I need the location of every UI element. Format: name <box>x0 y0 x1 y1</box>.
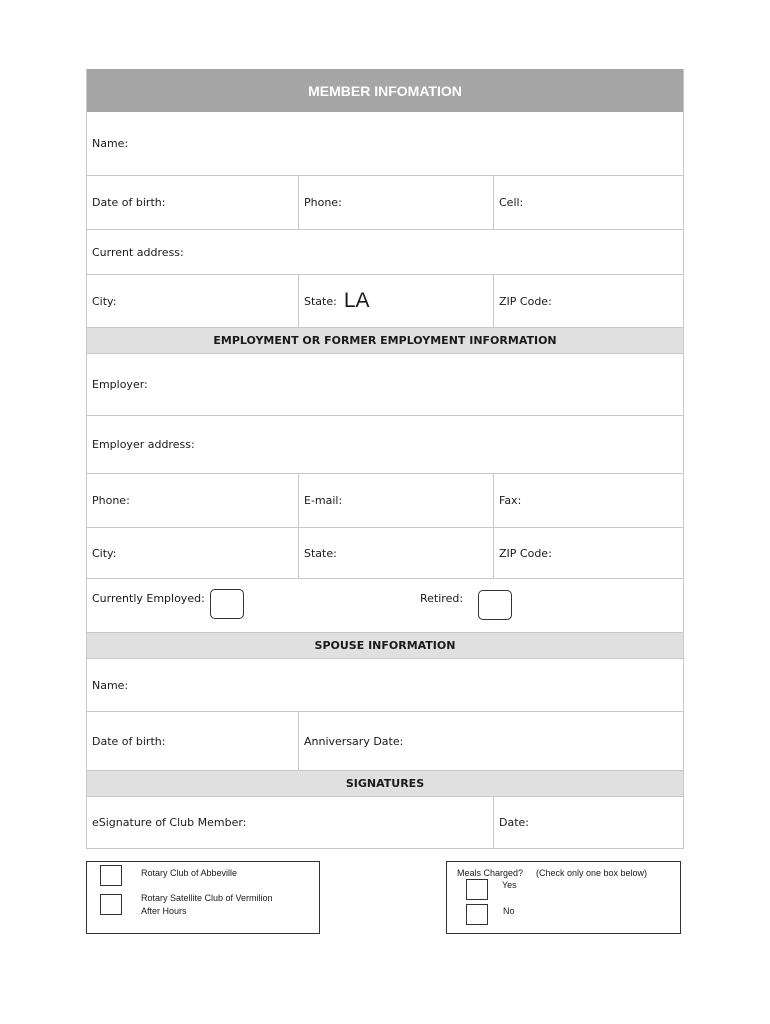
currently-employed-checkbox[interactable] <box>210 589 244 619</box>
employer-address-row <box>87 416 683 474</box>
signature-date-label: Date: <box>499 816 529 829</box>
meals-charged-box <box>446 861 681 934</box>
employment-state-label: State: <box>304 546 337 560</box>
employment-email-label: E-mail: <box>304 494 343 507</box>
member-zip-field[interactable] <box>494 275 683 327</box>
employment-contact-row <box>87 474 683 528</box>
employment-zip-field[interactable] <box>494 528 683 578</box>
employment-phone-label: Phone: <box>92 494 130 507</box>
anniversary-date-field[interactable] <box>299 712 683 770</box>
member-state-value: LA <box>343 289 370 312</box>
club-selection-box <box>86 861 320 934</box>
spouse-name-row <box>87 659 683 712</box>
member-location-row <box>87 275 683 328</box>
member-dob-label: Date of birth: <box>92 196 166 209</box>
member-zip-label: ZIP Code: <box>499 294 552 308</box>
form-title: MEMBER INFOMATION <box>87 69 683 112</box>
spouse-section-heading: SPOUSE INFORMATION <box>87 633 683 659</box>
employment-email-field[interactable] <box>299 474 494 527</box>
member-city-field[interactable] <box>87 275 299 327</box>
member-address-row <box>87 230 683 275</box>
member-contact-row <box>87 176 683 230</box>
member-name-label: Name: <box>92 137 129 150</box>
member-city-label: City: <box>92 294 117 308</box>
employer-field[interactable] <box>87 354 683 415</box>
meals-yes-label: Yes <box>502 880 517 890</box>
esignature-field[interactable] <box>87 797 494 848</box>
employment-state-field[interactable] <box>299 528 494 578</box>
employment-phone-field[interactable] <box>87 474 299 527</box>
employment-zip-label: ZIP Code: <box>499 546 552 560</box>
anniversary-date-label: Anniversary Date: <box>304 734 404 748</box>
member-phone-field[interactable] <box>299 176 494 229</box>
member-cell-label: Cell: <box>499 196 524 209</box>
employer-address-field[interactable] <box>87 416 683 473</box>
member-state-label: State: <box>304 294 337 308</box>
abbeville-club-label: Rotary Club of Abbeville <box>141 868 238 878</box>
retired-checkbox[interactable] <box>478 590 512 620</box>
spouse-name-label: Name: <box>92 678 129 692</box>
signature-date-field[interactable] <box>494 797 683 848</box>
abbeville-club-checkbox[interactable] <box>100 865 122 886</box>
member-address-field[interactable] <box>87 230 683 274</box>
employment-city-field[interactable] <box>87 528 299 578</box>
member-cell-field[interactable] <box>494 176 683 229</box>
member-address-label: Current address: <box>92 245 184 259</box>
spouse-dates-row <box>87 712 683 771</box>
employer-row <box>87 354 683 416</box>
meals-no-label: No <box>503 906 515 916</box>
signature-row <box>87 797 683 849</box>
employment-status-row <box>87 579 683 633</box>
member-form <box>86 69 684 849</box>
employer-label: Employer: <box>92 378 148 391</box>
vermilion-club-label-line1: Rotary Satellite Club of Vermilion <box>141 893 273 903</box>
member-name-field[interactable] <box>87 112 683 175</box>
meals-charged-question: Meals Charged? <box>457 868 524 878</box>
currently-employed-label: Currently Employed: <box>92 592 205 605</box>
employment-fax-field[interactable] <box>494 474 683 527</box>
employment-city-label: City: <box>92 546 117 560</box>
member-dob-field[interactable] <box>87 176 299 229</box>
vermilion-club-checkbox[interactable] <box>100 894 122 915</box>
spouse-dob-label: Date of birth: <box>92 734 166 748</box>
meals-charged-instruction: (Check only one box below) <box>536 868 648 878</box>
vermilion-club-label-line2: After Hours <box>141 906 187 916</box>
meals-yes-checkbox[interactable] <box>466 879 488 900</box>
employment-location-row <box>87 528 683 579</box>
spouse-dob-field[interactable] <box>87 712 299 770</box>
signatures-section-heading: SIGNATURES <box>87 771 683 797</box>
member-phone-label: Phone: <box>304 196 342 209</box>
spouse-name-field[interactable] <box>87 659 683 711</box>
employment-section-heading: EMPLOYMENT OR FORMER EMPLOYMENT INFORMATION <box>87 328 683 354</box>
retired-label: Retired: <box>420 592 464 605</box>
member-name-row <box>87 112 683 176</box>
employment-fax-label: Fax: <box>499 494 522 507</box>
employer-address-label: Employer address: <box>92 438 195 451</box>
member-state-field[interactable] <box>299 275 494 327</box>
meals-no-checkbox[interactable] <box>466 904 488 925</box>
esignature-label: eSignature of Club Member: <box>92 816 247 829</box>
